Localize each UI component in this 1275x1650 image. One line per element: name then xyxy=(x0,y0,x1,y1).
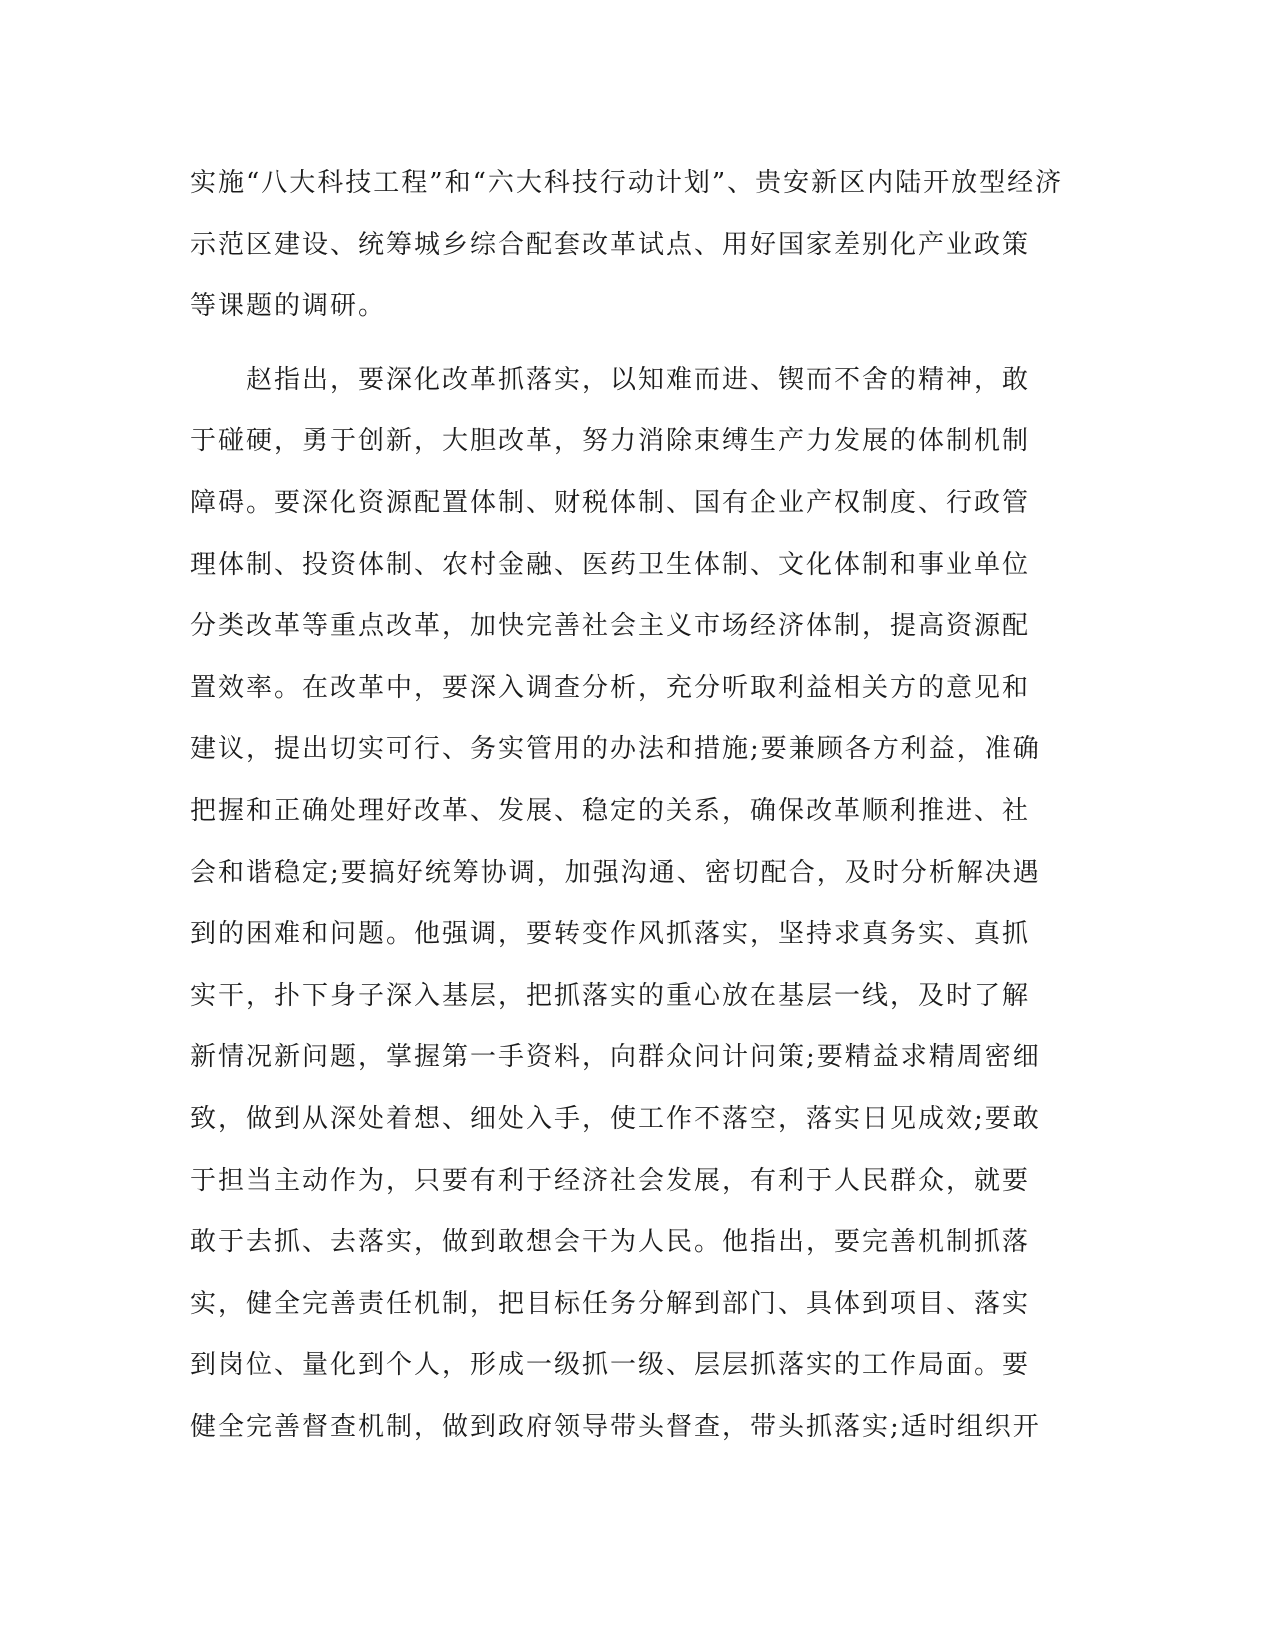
body-text xyxy=(190,163,1090,1468)
text-line: 于担当主动作为，只要有利于经济社会发展，有利于人民群众，就要 xyxy=(190,1165,1031,1196)
text-line: 实干，扑下身子深入基层，把抓落实的重心放在基层一线，及时了解 xyxy=(190,980,1031,1011)
text-line: 赵指出，要深化改革抓落实，以知难而进、锲而不舍的精神，敢 xyxy=(190,364,1031,395)
text-line: 实施“八大科技工程”和“六大科技行动计划”、贵安新区内陆开放型经济 xyxy=(190,168,1064,198)
text-line: 健全完善督查机制，做到政府领导带头督查，带头抓落实;适时组织开 xyxy=(190,1411,1041,1442)
text-line: 敢于去抓、去落实，做到敢想会干为人民。他指出，要完善机制抓落 xyxy=(190,1227,1031,1258)
text-line: 等课题的调研。 xyxy=(190,291,387,322)
text-line: 于碰硬，勇于创新，大胆改革，努力消除束缚生产力发展的体制机制 xyxy=(190,426,1031,457)
text-line: 分类改革等重点改革，加快完善社会主义市场经济体制，提高资源配 xyxy=(190,611,1031,642)
text-line: 置效率。在改革中，要深入调查分析，充分听取利益相关方的意见和 xyxy=(190,672,1031,703)
text-line: 实，健全完善责任机制，把目标任务分解到部门、具体到项目、落实 xyxy=(190,1288,1031,1319)
text-line: 把握和正确处理好改革、发展、稳定的关系，确保改革顺利推进、社 xyxy=(190,795,1031,826)
text-line: 到岗位、量化到个人，形成一级抓一级、层层抓落实的工作局面。要 xyxy=(190,1350,1031,1381)
text-line: 障碍。要深化资源配置体制、财税体制、国有企业产权制度、行政管 xyxy=(190,487,1031,518)
text-line: 示范区建设、统筹城乡综合配套改革试点、用好国家差别化产业政策 xyxy=(190,229,1031,260)
text-line: 到的困难和问题。他强调，要转变作风抓落实，坚持求真务实、真抓 xyxy=(190,919,1031,950)
text-line: 建议，提出切实可行、务实管用的办法和措施;要兼顾各方利益，准确 xyxy=(190,734,1041,765)
text-line: 理体制、投资体制、农村金融、医药卫生体制、文化体制和事业单位 xyxy=(190,549,1031,580)
text-line: 致，做到从深处着想、细处入手，使工作不落空，落实日见成效;要敢 xyxy=(190,1103,1041,1134)
text-line: 会和谐稳定;要搞好统筹协调，加强沟通、密切配合，及时分析解决遇 xyxy=(190,857,1041,888)
text-line: 新情况新问题，掌握第一手资料，向群众问计问策;要精益求精周密细 xyxy=(190,1042,1041,1073)
